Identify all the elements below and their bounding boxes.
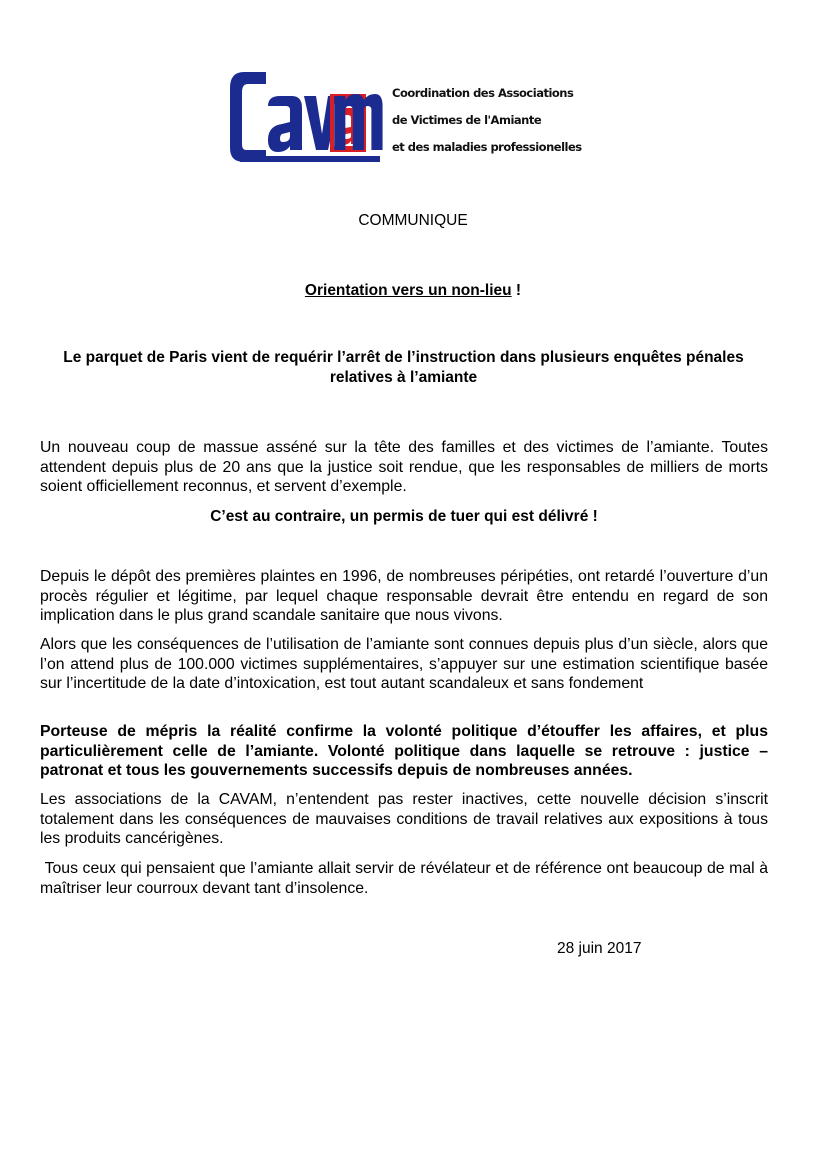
emphasis-line: C’est au contraire, un permis de tuer qui est délivré ! [210, 508, 598, 525]
headline [0, 282, 826, 300]
paragraph: Les associations de la CAVAM, n’entendent pas rester inactives, cette nouvelle décision s’inscrit totalement dans les conséquences de mauvaises conditions de travail relatives aux expositions à tous les produits cancérigènes. [40, 791, 768, 847]
headline-underlined: Orientation vers un non-lieu [304, 282, 512, 299]
logo-tagline-line: de Victimes de l'Amiante [392, 113, 542, 127]
paragraph: Depuis le dépôt des premières plaintes en 1996, de nombreuses péripéties, ont retardé l’ouverture d’un procès régulier et légitime, par lequel chaque responsable devrait être entendu en regard de son implication dans le plus grand scandale sanitaire que nous vivons. [40, 568, 768, 624]
document-date: 28 juin 2017 [557, 940, 642, 957]
paragraph: Un nouveau coup de massue asséné sur la tête des familles et des victimes de l’amiante. Toutes attendent depuis plus de 20 ans que la justice soit rendue, que les responsables de milliers de morts soient officiellement reconnus, et servent d’exemple. [40, 439, 768, 495]
paragraph-bold: Porteuse de mépris la réalité confirme la volonté politique d’étouffer les affaires, et plus particulièrement celle de l’amiante. Volonté politique dans laquelle se retrouve : justice – patronat et tous les gouvernements successifs depuis de nombreuses années. [40, 723, 768, 779]
logo-tagline-line: Coordination des Associations [392, 86, 574, 100]
paragraph: Alors que les conséquences de l’utilisation de l’amiante sont connues depuis plus d’un siècle, alors que l’on attend plus de 100.000 victimes supplémentaires, s’appuyer sur une estimation scientifique basée sur l’incertitude de la date d’intoxication, est tout autant scandaleux et sans fondement [40, 636, 768, 692]
paragraph: Tous ceux qui pensaient que l’amiante allait servir de révélateur et de référence ont beaucoup de mal à maîtriser leur courroux devant tant d’insolence. [40, 860, 773, 897]
headline-suffix: ! [511, 282, 522, 299]
document-label: COMMUNIQUE [358, 212, 468, 229]
cavam-logo-mark [226, 66, 386, 166]
subheading: Le parquet de Paris vient de requérir l’arrêt de l’instruction dans plusieurs enquêtes pénales relatives à l’amiante [63, 349, 744, 386]
logo-tagline [392, 80, 582, 161]
logo-tagline-line: et des maladies professionelles [392, 140, 582, 154]
cavam-logo [226, 66, 582, 166]
